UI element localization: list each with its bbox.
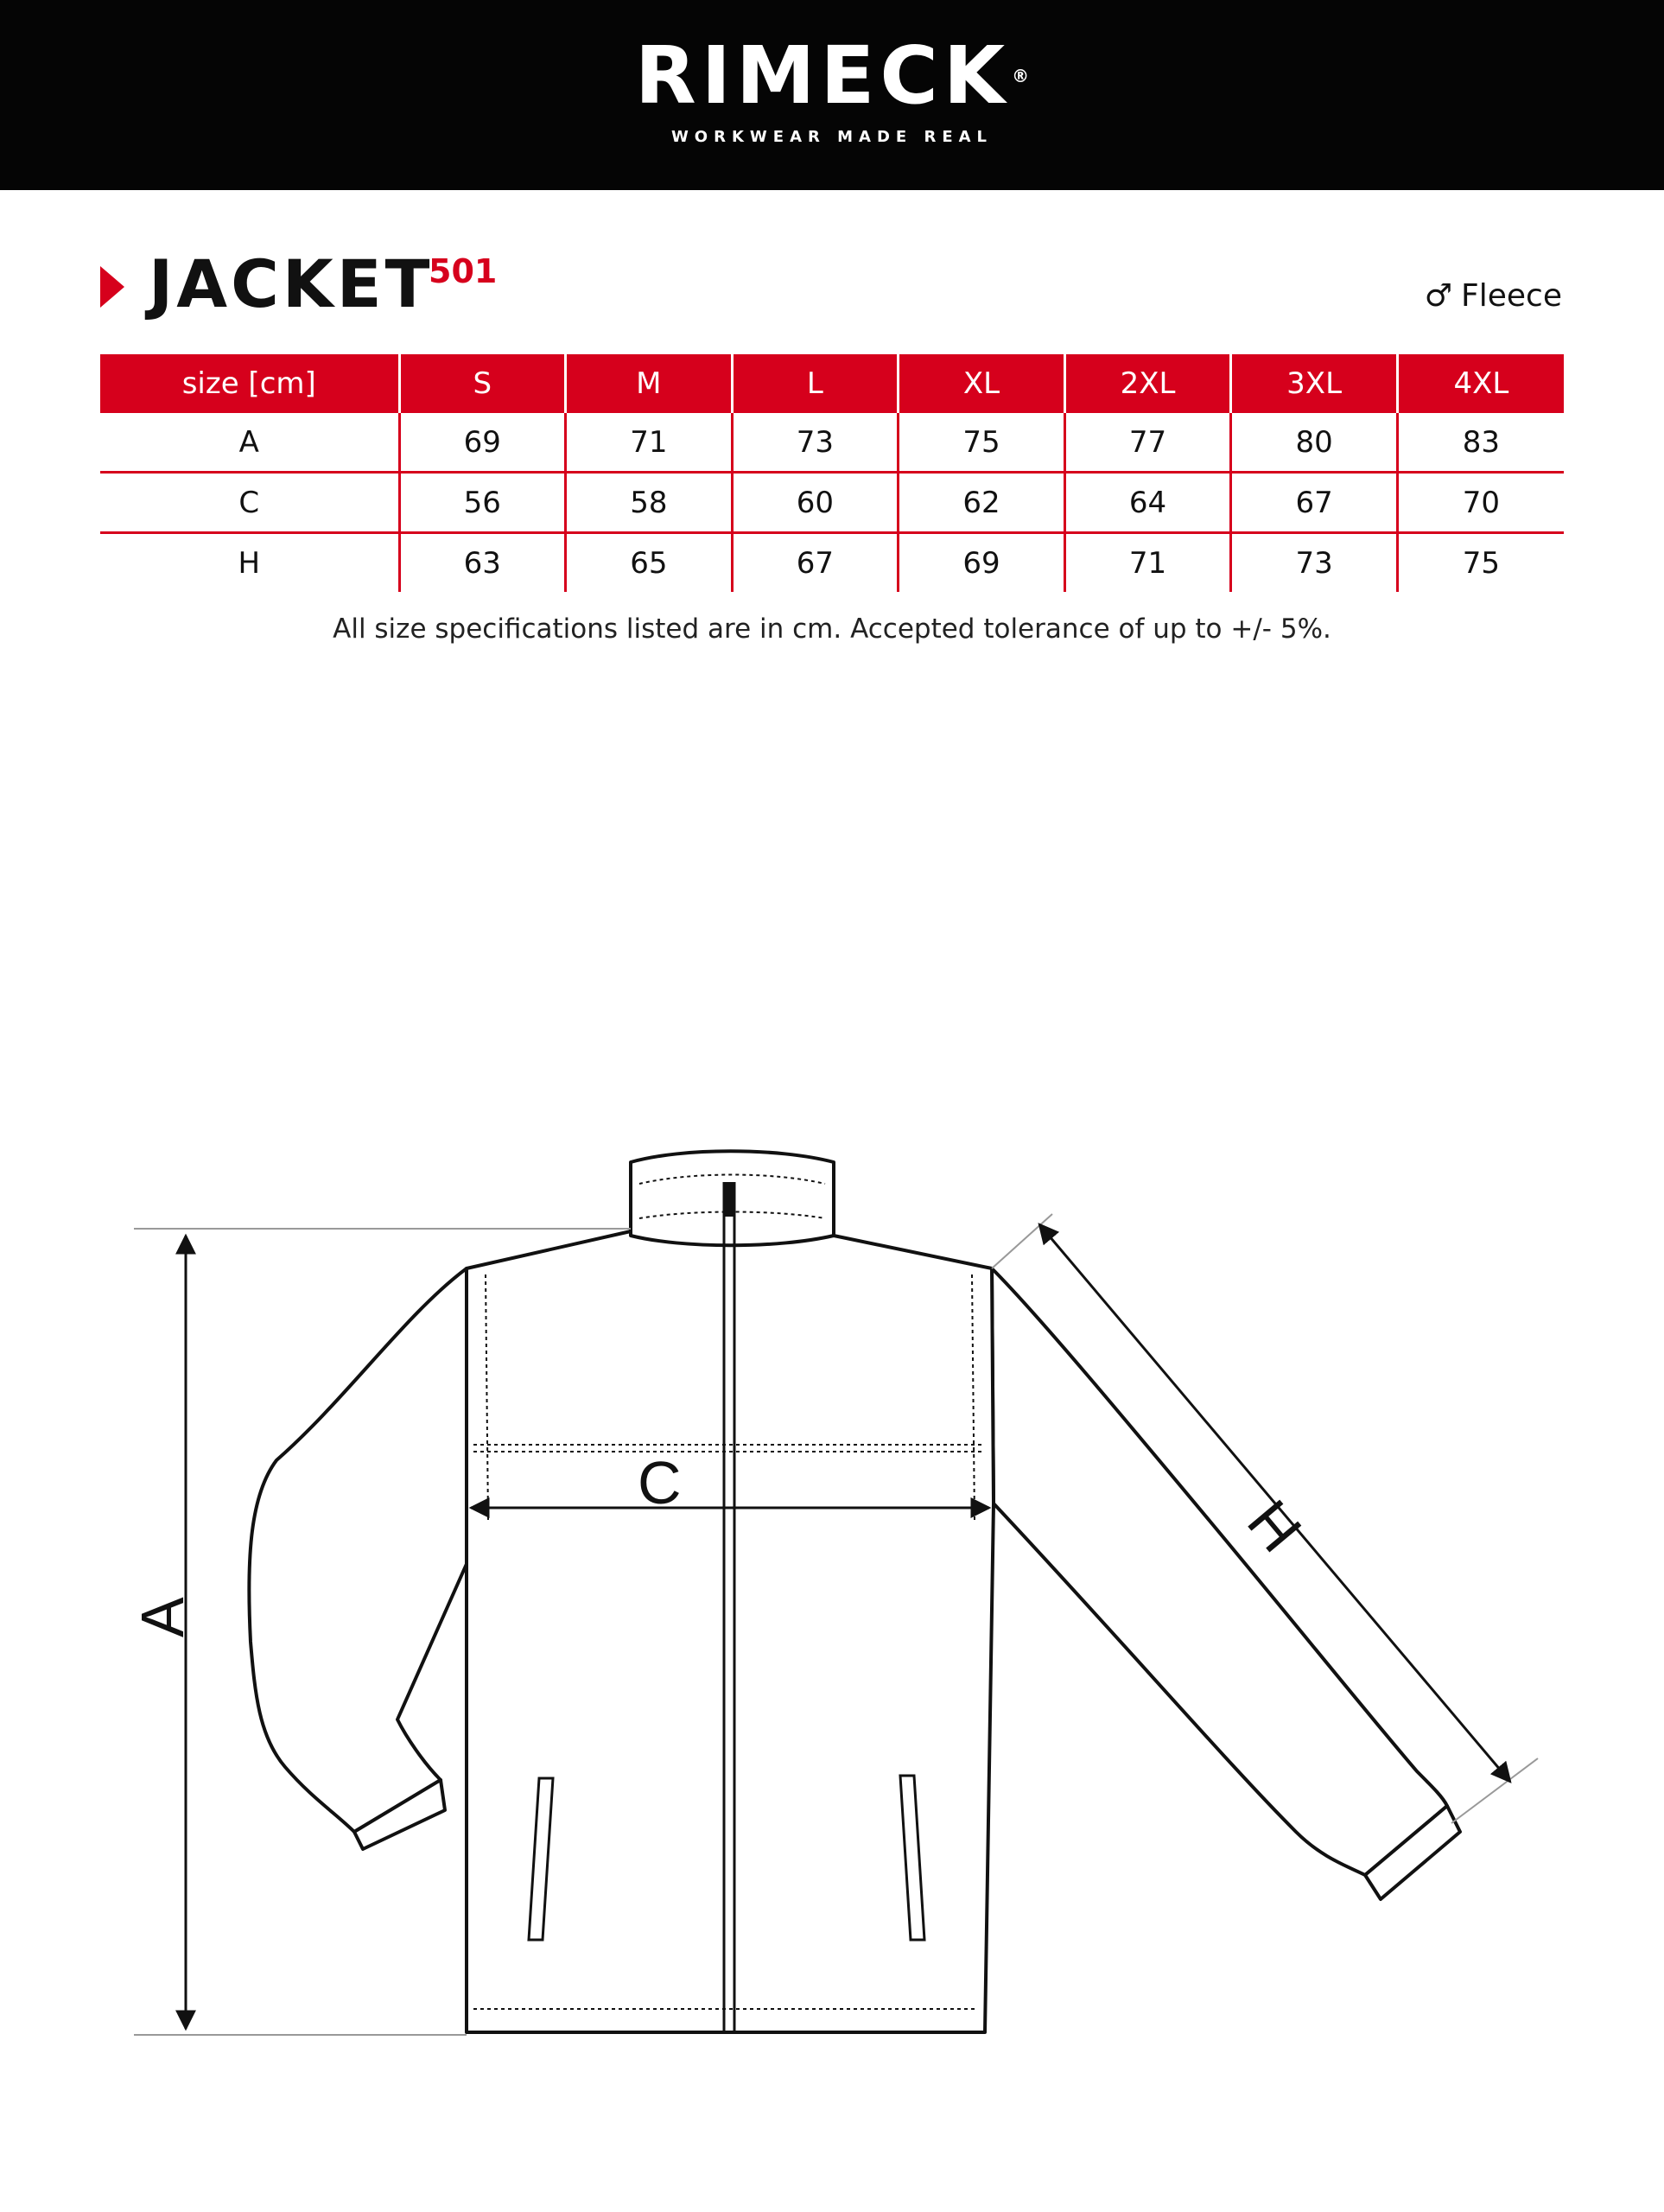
table-cell: 69 (399, 413, 566, 473)
product-title: JACKET (149, 245, 434, 322)
table-cell: 71 (566, 413, 733, 473)
table-cell: 71 (1064, 533, 1231, 593)
size-header-cell: XL (899, 354, 1065, 413)
table-cell: 83 (1397, 413, 1564, 473)
product-model: 501 (429, 252, 498, 290)
table-row (100, 413, 1564, 473)
table-cell: 65 (566, 533, 733, 593)
registered-mark: ® (1012, 66, 1030, 86)
size-table-header (100, 354, 1564, 413)
table-cell: 64 (1064, 473, 1231, 533)
label-c: C (638, 1449, 682, 1516)
table-cell: 80 (1231, 413, 1398, 473)
size-header-cell: L (732, 354, 899, 413)
table-cell: 69 (899, 533, 1065, 593)
table-cell: 63 (399, 533, 566, 593)
row-label: C (100, 473, 399, 533)
title-arrow-icon (100, 266, 124, 308)
brand-tagline: WORKWEAR MADE REAL (670, 128, 994, 146)
row-label: H (238, 545, 261, 581)
table-cell: 75 (1397, 533, 1564, 593)
size-header-cell: 2XL (1064, 354, 1231, 413)
table-cell: 73 (1231, 533, 1398, 593)
table-cell: 77 (1064, 413, 1231, 473)
size-header-label: size [cm] (100, 354, 399, 413)
table-row (100, 473, 1564, 533)
product-material (1425, 278, 1562, 314)
table-cell: 67 (1231, 473, 1398, 533)
brand-logo-text: RIMECK (634, 29, 1011, 122)
table-row (100, 533, 1564, 593)
size-header-cell: S (399, 354, 566, 413)
jacket-measurement-diagram (0, 1123, 1664, 2160)
row-label: A (100, 413, 399, 473)
table-cell: 67 (732, 533, 899, 593)
jacket-drawing (249, 1151, 1460, 2032)
brand-header (0, 0, 1664, 190)
label-a: A (129, 1597, 196, 1637)
label-h: H (1235, 1487, 1315, 1565)
size-header-cell: 3XL (1231, 354, 1398, 413)
table-cell: 75 (899, 413, 1065, 473)
table-cell: 73 (732, 413, 899, 473)
male-icon: ♂ (1424, 278, 1453, 314)
table-cell: 58 (566, 473, 733, 533)
size-table (100, 354, 1564, 592)
table-cell: 62 (899, 473, 1065, 533)
size-header-cell: M (566, 354, 733, 413)
size-header-cell: 4XL (1397, 354, 1564, 413)
brand-logo (0, 29, 1664, 122)
material-label: Fleece (1461, 278, 1562, 314)
tolerance-note: All size specifications listed are in cm. Accepted tolerance of up to +/- 5%. (333, 613, 1331, 645)
table-cell: 60 (732, 473, 899, 533)
table-cell: 70 (1397, 473, 1564, 533)
table-cell: 56 (399, 473, 566, 533)
